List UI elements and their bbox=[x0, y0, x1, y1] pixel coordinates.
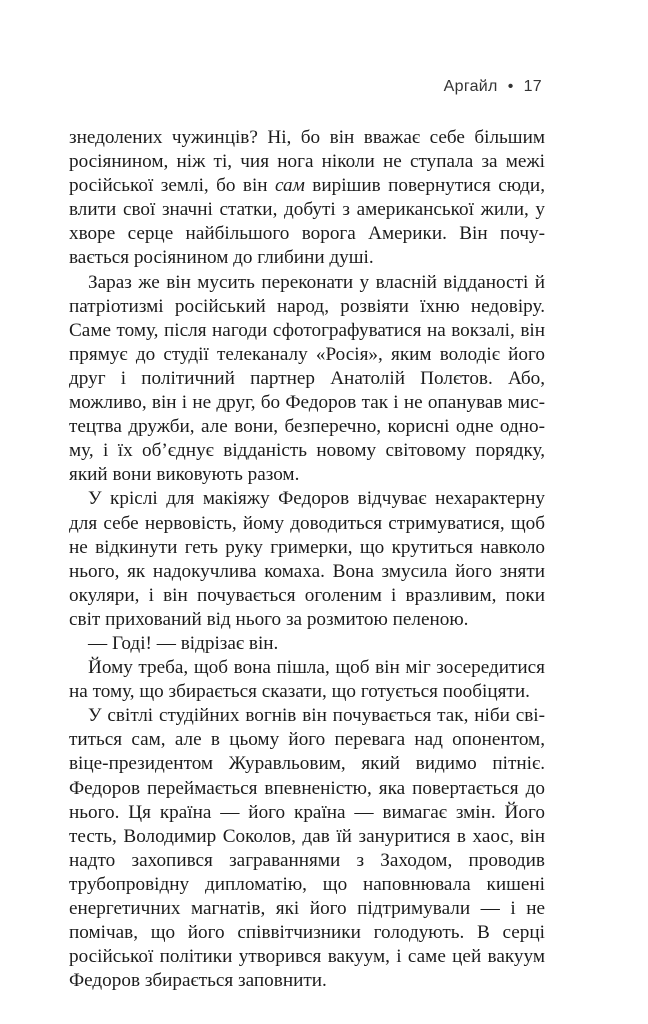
paragraph-3: У кріслі для макіяжу Федоров відчуває нехарактерну для себе нервовість, йому доводиться стримуватися, щоб не відкинути геть руку гримерки, що крутиться навколо нього, як надокучлива комаха. Вона змусила його зняти окуляри, і він почувається оголеним і вразливим, поки світ прихований від нього за розмитою пеленою. bbox=[69, 488, 545, 630]
paragraph-4: — Годі! — відрізає він. bbox=[88, 632, 279, 654]
running-header bbox=[444, 78, 542, 96]
page-number: 17 bbox=[523, 78, 542, 95]
emphasis-sam: сам bbox=[275, 175, 305, 197]
header-separator: • bbox=[507, 78, 514, 95]
chapter-title: Аргайл bbox=[443, 78, 498, 95]
paragraph-6: У світлі студійних вогнів він почувається так, ніби світиться сам, але в цьому його перевага над опонентом, віце-президентом Журавльовим, який видимо пітніє. Федоров переймається впевненістю, яка повертається до нього. Ця країна — його країна — вимагає змін. Його тесть, Володимир Соколов, дав їй зануритися в хаос, він надто захопився заграваннями з Заходом, проводив трубопровідну дипломатію, що наповнювала кишені енергетичних магнатів, які його підтримували — і не помічав, що його співвітчизники голодують. В серці російської політики утворився вакуум, і саме цей вакуум Федоров збирається заповнити. bbox=[69, 705, 545, 992]
body-text bbox=[69, 126, 545, 993]
paragraph-2: Зараз же він мусить переконати у власній відданості й патріотизмі російський народ, розвіяти їхню недовіру. Саме тому, після нагоди сфотографуватися на вокзалі, він прямує до студії телеканалу «Росія», яким володіє його друг і політичний партнер Анатолій Полєтов. Або, можливо, він і не друг, бо Федоров так і не опанував мистецтва дружби, але вони, безперечно, корисні одне одному, і їх об’єднує відданість новому світовому порядку, який вони виковують разом. bbox=[69, 271, 545, 486]
paragraph-1 bbox=[69, 126, 545, 271]
paragraph-5: Йому треба, щоб вона пішла, щоб він міг зосередитися на тому, що збирається сказати, що готується пообіцяти. bbox=[69, 657, 545, 703]
paragraph-1-part-2: вирішив повернутися сюди, влити свої значні статки, добуті з американської жили, у хворе серце найбільшого ворога Америки. Він почувається росіянином до глибини душі. bbox=[69, 175, 545, 269]
paragraph-1-part-1: знедолених чужинців? Ні, бо він вважає себе більшим росіянином, ніж ті, чия нога ніколи не ступала за межі російської землі, бо він bbox=[69, 127, 545, 197]
